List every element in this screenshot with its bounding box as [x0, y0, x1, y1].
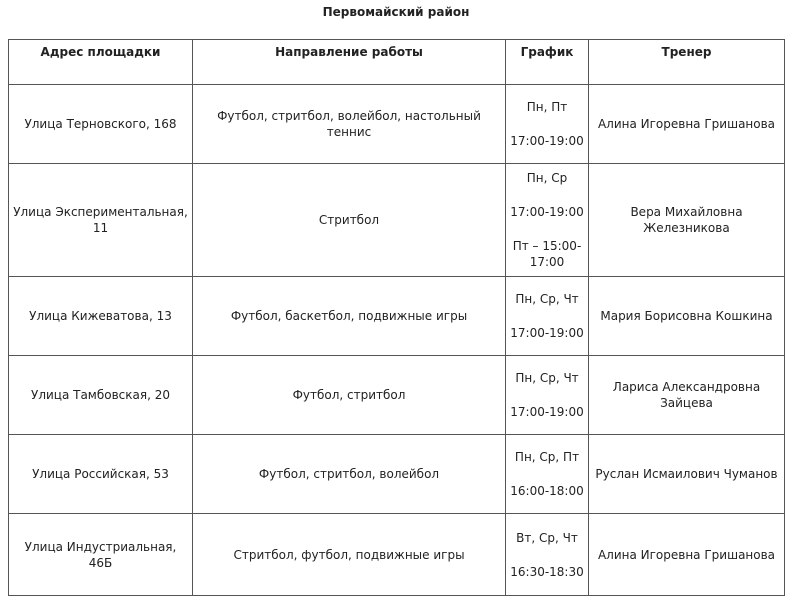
direction-cell: Футбол, баскетбол, подвижные игры [193, 277, 506, 356]
table-row [9, 277, 785, 356]
address-cell: Улица Российская, 53 [9, 435, 193, 514]
address-cell: Улица Терновского, 168 [9, 85, 193, 164]
column-header-schedule: График [506, 40, 589, 85]
direction-cell: Футбол, стритбол [193, 356, 506, 435]
table-row [9, 514, 785, 596]
page-title: Первомайский район [322, 5, 470, 19]
table-row [9, 356, 785, 435]
coach-cell: Алина Игоревна Гришанова [589, 85, 785, 164]
coach-cell: Лариса Александровна Зайцева [589, 356, 785, 435]
table-row [9, 164, 785, 277]
coach-cell: Алина Игоревна Гришанова [589, 514, 785, 596]
schedule-days: Пн, Ср, Пт [514, 450, 580, 464]
direction-cell: Футбол, стритбол, волейбол [193, 435, 506, 514]
address-cell: Улица Индустриальная, 46Б [9, 514, 193, 596]
schedule-cell [506, 435, 589, 514]
schedule-days: Вт, Ср, Чт [516, 530, 578, 545]
schedule-cell [506, 356, 589, 435]
address-cell: Улица Экспериментальная, 11 [9, 164, 193, 277]
schedule-days: Пн, Ср [526, 171, 568, 185]
address-cell: Улица Тамбовская, 20 [9, 356, 193, 435]
schedule-days: Пн, Ср, Чт [515, 292, 579, 306]
schedule-cell [506, 514, 589, 596]
schedule-time: 17:00-19:00 [510, 134, 584, 148]
column-header-address: Адрес площадки [9, 40, 193, 85]
table-row [9, 85, 785, 164]
schedule-cell [506, 85, 589, 164]
column-header-direction: Направление работы [193, 40, 506, 85]
direction-cell: Стритбол [193, 164, 506, 277]
schedule-time: 17:00-19:00 [510, 205, 584, 219]
schedule-time: 16:30-18:30 [510, 564, 584, 579]
schedule-table [8, 39, 785, 596]
schedule-days: Пн, Пт [526, 100, 568, 114]
coach-cell: Мария Борисовна Кошкина [589, 277, 785, 356]
direction-cell: Стритбол, футбол, подвижные игры [193, 514, 506, 596]
schedule-cell [506, 277, 589, 356]
schedule-cell [506, 164, 589, 277]
table-row [9, 435, 785, 514]
schedule-time: 17:00-19:00 [510, 326, 584, 340]
schedule-time: 17:00-19:00 [510, 405, 584, 419]
coach-cell: Руслан Исмаилович Чуманов [589, 435, 785, 514]
direction-cell: Футбол, стритбол, волейбол, настольный теннис [193, 85, 506, 164]
schedule-extra: Пт – 15:00-17:00 [512, 239, 582, 269]
column-header-coach: Тренер [589, 40, 785, 85]
table-header-row [9, 40, 785, 85]
address-cell: Улица Кижеватова, 13 [9, 277, 193, 356]
schedule-days: Пн, Ср, Чт [515, 371, 579, 385]
schedule-time: 16:00-18:00 [510, 484, 584, 498]
coach-cell: Вера Михайловна Железникова [589, 164, 785, 277]
